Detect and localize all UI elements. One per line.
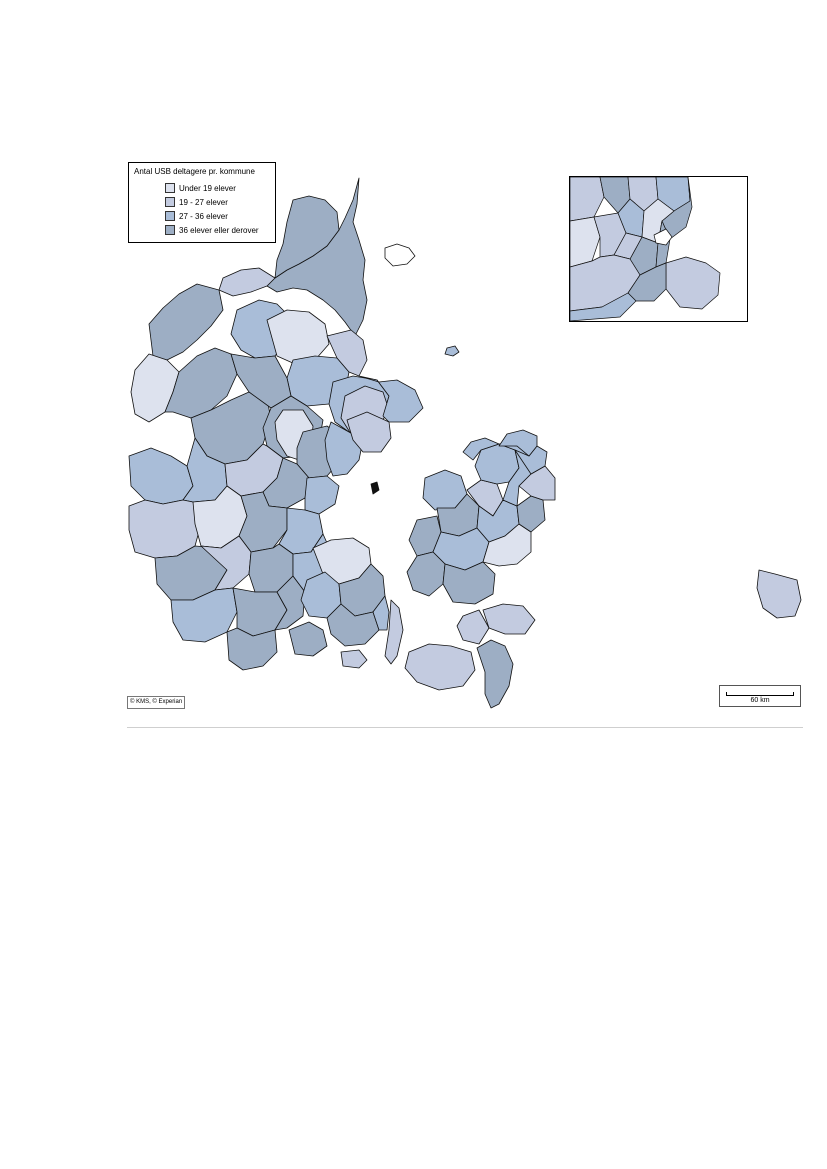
- inset-region: [666, 257, 720, 309]
- legend-item: [165, 223, 270, 237]
- municipality-region: [289, 622, 327, 656]
- scale-line: [726, 692, 794, 696]
- legend-label: Under 19 elever: [179, 183, 236, 193]
- municipality-region: [457, 610, 489, 644]
- municipality-region: [405, 644, 475, 690]
- island: [385, 244, 415, 266]
- island: [371, 482, 379, 494]
- municipality-region: [483, 604, 535, 634]
- municipality-region: [267, 310, 329, 364]
- island: [445, 346, 459, 356]
- legend-item: [165, 209, 270, 223]
- legend-item: [165, 181, 270, 195]
- legend-swatch: [165, 211, 175, 221]
- legend-swatch: [165, 183, 175, 193]
- copyright-notice: © KMS, © Experian: [127, 696, 185, 709]
- legend-swatch: [165, 225, 175, 235]
- inset-svg: [570, 177, 747, 321]
- municipality-region: [149, 284, 223, 360]
- legend-label: 19 - 27 elever: [179, 197, 228, 207]
- legend-label: 36 elever eller derover: [179, 225, 259, 235]
- municipality-region: [407, 552, 445, 596]
- municipality-region: [757, 570, 801, 618]
- legend-title: Antal USB deltagere pr. kommune: [134, 167, 255, 176]
- legend-item: [165, 195, 270, 209]
- municipality-region: [341, 650, 367, 668]
- map-frame: [127, 160, 803, 728]
- municipality-region: [219, 268, 275, 296]
- municipality-region: [129, 448, 193, 504]
- legend-swatch: [165, 197, 175, 207]
- inset-region: [570, 177, 604, 221]
- scale-label: 60 km: [750, 697, 770, 704]
- municipality-region: [477, 640, 513, 708]
- copenhagen-inset-map: [569, 176, 748, 322]
- scale-bar: [719, 685, 801, 707]
- legend-label: 27 - 36 elever: [179, 211, 228, 221]
- map-legend: [128, 162, 276, 243]
- municipality-region: [305, 476, 339, 514]
- municipality-region: [443, 562, 495, 604]
